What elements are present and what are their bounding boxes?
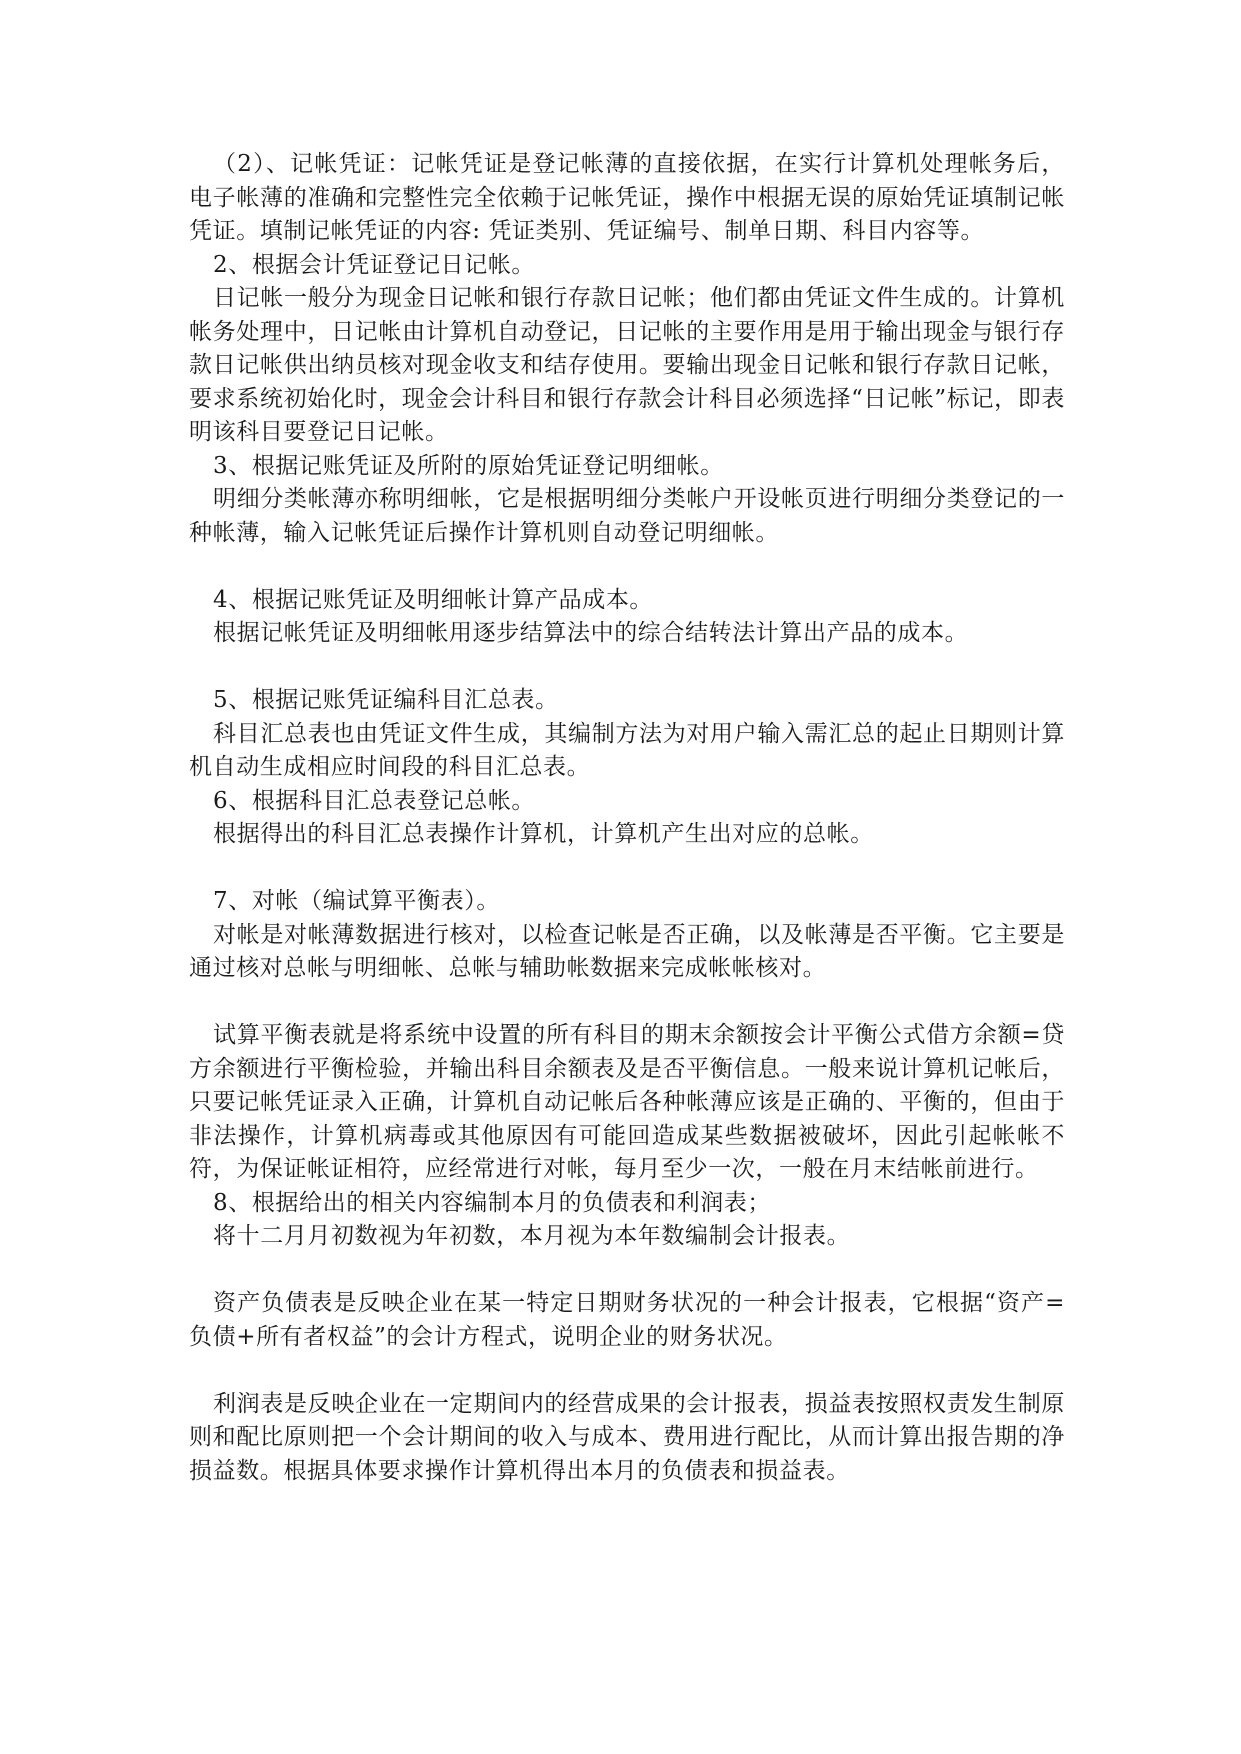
paragraph: （2）、记帐凭证：记帐凭证是登记帐薄的直接依据，在实行计算机处理帐务后，电子帐薄的准确和完整性完全依赖于记帐凭证，操作中根据无误的原始凭证填制记帐凭证。填制记帐凭证的内容: 凭证类别、凭证编号、制单日期、科目内容等。 xyxy=(189,151,1065,244)
paragraph: 对帐是对帐薄数据进行核对，以检查记帐是否正确，以及帐薄是否平衡。它主要是通过核对总帐与明细帐、总帐与辅助帐数据来完成帐帐核对。 xyxy=(189,921,1065,981)
paragraph: 日记帐一般分为现金日记帐和银行存款日记帐；他们都由凭证文件生成的。计算机帐务处理中，日记帐由计算机自动登记，日记帐的主要作用是用于输出现金与银行存款日记帐供出纳员核对现金收支和结存使用。要输出现金日记帐和银行存款日记帐，要求系统初始化时，现金会计科目和银行存款会计科目必须选择“日记帐”标记，即表明该科目要登记日记帐。 xyxy=(189,285,1065,445)
blank-line xyxy=(189,651,1065,685)
section-heading: 4、根据记账凭证及明细帐计算产品成本。 xyxy=(213,586,654,613)
section-heading: 2、根据会计凭证登记日记帐。 xyxy=(213,251,536,278)
section-heading: 3、根据记账凭证及所附的原始凭证登记明细帐。 xyxy=(213,452,724,479)
blank-line xyxy=(189,1254,1065,1288)
section-heading: 6、根据科目汇总表登记总帐。 xyxy=(213,787,536,814)
blank-line xyxy=(189,550,1065,584)
paragraph: 根据得出的科目汇总表操作计算机，计算机产生出对应的总帐。 xyxy=(213,821,874,847)
blank-line xyxy=(189,852,1065,886)
section-heading: 5、根据记账凭证编科目汇总表。 xyxy=(213,687,559,713)
paragraph: 科目汇总表也由凭证文件生成，其编制方法为对用户输入需汇总的起止日期则计算机自动生成相应时间段的科目汇总表。 xyxy=(189,720,1065,780)
blank-line xyxy=(189,986,1065,1020)
paragraph: 将十二月月初数视为年初数，本月视为本年数编制会计报表。 xyxy=(213,1223,851,1249)
document-body xyxy=(189,148,1065,1488)
paragraph: 明细分类帐薄亦称明细帐，它是根据明细分类帐户开设帐页进行明细分类登记的一种帐薄，输入记帐凭证后操作计算机则自动登记明细帐。 xyxy=(189,486,1065,546)
paragraph: 资产负债表是反映企业在某一特定日期财务状况的一种会计报表，它根据“资产=负债+所有者权益”的会计方程式，说明企业的财务状况。 xyxy=(189,1290,1065,1350)
paragraph: 利润表是反映企业在一定期间内的经营成果的会计报表，损益表按照权责发生制原则和配比原则把一个会计期间的收入与成本、费用进行配比，从而计算出报告期的净损益数。根据具体要求操作计算机得出本月的负债表和损益表。 xyxy=(189,1390,1065,1484)
paragraph: 试算平衡表就是将系统中设置的所有科目的期末余额按会计平衡公式借方余额=贷方余额进行平衡检验，并输出科目余额表及是否平衡信息。一般来说计算机记帐后，只要记帐凭证录入正确，计算机自动记帐后各种帐薄应该是正确的、平衡的，但由于非法操作，计算机病毒或其他原因有可能回造成某些数据被破坏，因此引起帐帐不符，为保证帐证相符，应经常进行对帐，每月至少一次，一般在月末结帐前进行。 xyxy=(189,1022,1065,1182)
section-heading: 8、根据给出的相关内容编制本月的负债表和利润表； xyxy=(213,1189,772,1216)
section-heading: 7、对帐（编试算平衡表）。 xyxy=(213,888,500,914)
blank-line xyxy=(189,1354,1065,1388)
paragraph: 根据记帐凭证及明细帐用逐步结算法中的综合结转法计算出产品的成本。 xyxy=(213,620,969,646)
